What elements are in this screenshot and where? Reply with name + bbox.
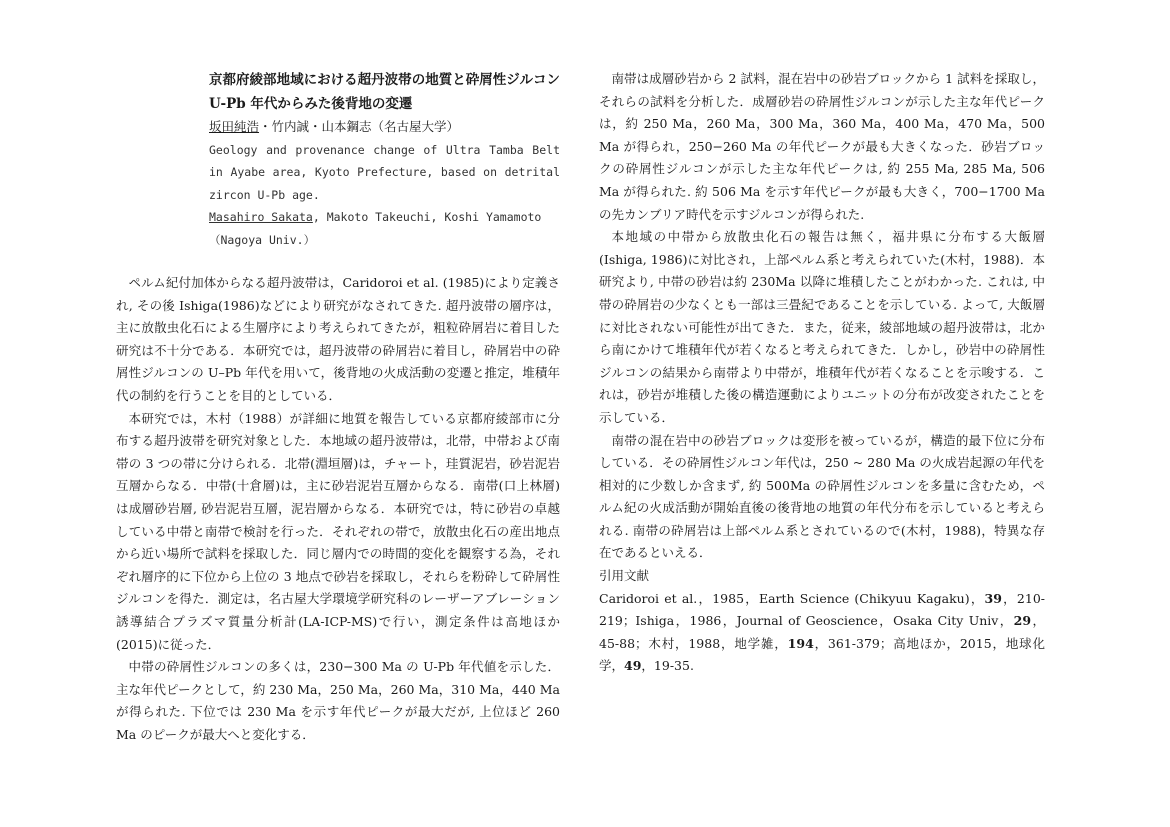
authors-en — [209, 206, 560, 229]
ref-volume: 194 — [787, 635, 814, 651]
ref-volume: 39 — [984, 590, 1002, 606]
article-header — [209, 68, 560, 252]
paragraph-sandstone-block: 南帯の混在岩中の砂岩ブロックは変形を被っているが，構造的最下位に分布している．その砕屑性ジルコン年代は，250 ~ 280 Ma の火成岩起源の年代を相対的に少数しか含まず, 約 500Ma の砕屑性ジルコンを多量に含むため，ペルム紀の火成活動が開始直後の後背地の地質の年代分布を示していると考えられる. 南帯の砕屑岩は上部ペルム系とされているので(木村，1988)，特異な存在であるといえる． — [599, 432, 1045, 561]
presenting-author-en: Masahiro Sakata — [209, 210, 313, 225]
coauthors-ja: ・竹内誠・山本鋼志（名古屋大学） — [259, 119, 460, 134]
ref-text: ，19-35. — [641, 658, 694, 674]
ref-text: ，210-219；Ishiga，1986，Journal of Geoscience，Osaka City Univ， — [599, 590, 1045, 629]
title-ja: 京都府綾部地域における超丹波帯の地質と砕屑性ジルコンU-Pb 年代からみた後背地の変遷 — [209, 72, 560, 112]
left-column — [116, 272, 560, 746]
paragraph-methods: 本研究では，木村（1988）が詳細に地質を報告している京都府綾部市に分布する超丹波帯を研究対象とした．本地域の超丹波帯は，北帯，中帯および南帯の 3 つの帯に分けられる．北帯(淵垣層)は，チャート，珪質泥岩，砂岩泥岩互層からなる．中帯(十倉層)は，主に砂岩泥岩互層からなる．南帯(口上林層)は成層砂岩層, 砂岩泥岩互層，泥岩層からなる．本研究では，特に砂岩の卓越している中帯と南帯で検討を行った．それぞれの帯で，放散虫化石の産出地点から近い場所で試料を採取した．同じ層内での時間的変化を観察する為，それぞれ層序的に下位から上位の 3 地点で砂岩を採取し，それらを粉砕して砕屑性ジルコンを得た．測定は，名古屋大学環境学研究科のレーザーアブレーション誘導結合プラズマ質量分析計(LA-ICP-MS)で行い，測定条件は高地ほか(2015)に従った． — [116, 410, 560, 652]
ref-text: ，361-379；高地ほか，2015，地球化学， — [599, 635, 1045, 674]
authors-ja — [209, 116, 560, 139]
references-list — [599, 588, 1045, 678]
paragraph-introduction: ペルム紀付加体からなる超丹波帯は，Caridoroi et al. (1985)により定義され, その後 Ishiga(1986)などにより研究がなされてきた. 超丹波帯の層序は，主に放散虫化石による生層序により考えられてきたが，粗粒砕屑岩に着目した研究は不十分である．本研究では，超丹波帯の砕屑岩に着目し，砕屑岩中の砕屑性ジルコンの U–Pb 年代を用いて，後背地の火成活動の変遷と推定，堆積年代の制約を行うことを目的としている． — [116, 275, 560, 403]
right-column — [599, 68, 1045, 678]
ref-volume: 49 — [624, 658, 642, 674]
ref-volume: 29 — [1013, 613, 1032, 629]
paragraph-discussion: 本地域の中帯から放散虫化石の報告は無く，福井県に分布する大飯層(Ishiga, 1986)に対比され，上部ペルム系と考えられていた(木村，1988)．本研究より, 中帯の砂岩は約 230Ma 以降に堆積したことがわかった. これは, 中帯の砕屑岩の少なくとも一部は三畳紀であることを示している. よって, 大飯層に対比されない可能性が出てきた．また，従来，綾部地域の超丹波帯は，北から南にかけて堆積年代が若くなると考えられてきた．しかし，砂岩中の砕屑性ジルコンの結果から南帯より中帯が，堆積年代が若くなることを示唆する．これは，砂岩が堆積した後の構造運動によりユニットの分布が改変されたことを示している． — [599, 229, 1045, 425]
paragraph-south-belt: 南帯は成層砂岩から 2 試料，混在岩中の砂岩ブロックから 1 試料を採取し，それらの試料を分析した．成層砂岩の砕屑性ジルコンが示した主な年代ピークは，約 250 Ma，260 Ma，300 Ma，360 Ma，400 Ma，470 Ma，500 Ma が得られ，250−260 Ma の年代ピークが最も大きくなった．砂岩ブロックの砕屑性ジルコンが示した主な年代ピークは, 約 255 Ma, 285 Ma, 506 Ma が得られた. 約 506 Ma を示す年代ピークが最も大きく，700−1700 Ma の先カンブリア時代を示すジルコンが得られた. — [599, 71, 1045, 222]
affiliation-en: （Nagoya Univ.） — [209, 232, 316, 247]
paragraph-middle-belt: 中帯の砕屑性ジルコンの多くは，230−300 Ma の U-Pb 年代値を示した．主な年代ピークとして，約 230 Ma，250 Ma，260 Ma，310 Ma，440 Ma が得られた. 下位では 230 Ma を示す年代ピークが最大だが, 上位ほど 260 Ma のピークが最大へと変化する． — [116, 659, 560, 742]
references-heading: 引用文献 — [599, 568, 650, 584]
title-en: Geology and provenance change of Ultra Tamba Belt in Ayabe area, Kyoto Prefecture, based on detrital zircon U-Pb age. — [209, 142, 560, 202]
presenting-author-ja: 坂田純浩 — [209, 119, 260, 134]
ref-text: Caridoroi et al.，1985，Earth Science (Chikyuu Kagaku)， — [599, 590, 985, 606]
ref-text: ，45-88；木村，1988，地学雑， — [599, 613, 1045, 651]
coauthors-en: , Makoto Takeuchi, Koshi Yamamoto — [312, 210, 542, 225]
